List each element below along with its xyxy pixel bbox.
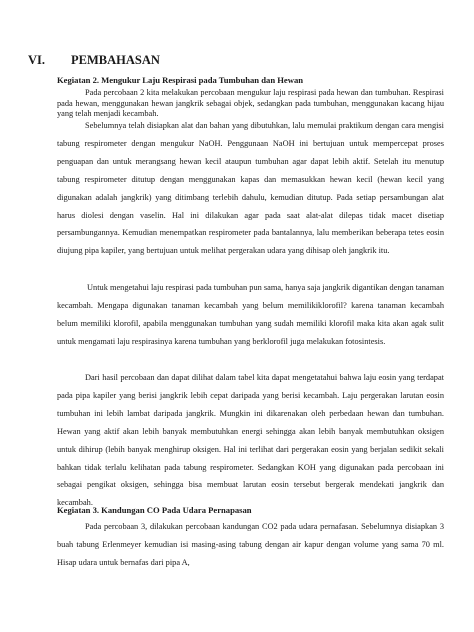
kegiatan-3-heading: Kegiatan 3. Kandungan CO Pada Udara Pernapasan	[57, 505, 252, 515]
kegiatan-2-paragraph-1: Pada percobaan 2 kita melakukan percobaan mengukur laju respirasi pada hewan dan tumbuhan. Respirasi pada hewan, menggunakan hewan jangkrik sebagai objek, sedangkan pada tumbuhan, menggunakan kacang hijau yang telah menjadi kecambah.	[57, 88, 444, 119]
section-title: PEMBAHASAN	[71, 53, 160, 67]
kegiatan-2-heading: Kegiatan 2. Mengukur Laju Respirasi pada Tumbuhan dan Hewan	[57, 75, 304, 85]
kegiatan-2-paragraph-3: Untuk mengetahui laju respirasi pada tumbuhan pun sama, hanya saja jangkrik digantikan dengan tanaman kecambah. Mengapa digunakan tanaman kecambah yang belum memilikiklorofil? karena tanaman kecambah belum memiliki klorofil, apabila menggunakan tumbuhan yang sudah memiliki klorofil maka kita akan agak sulit untuk mengamati laju respirasinya karena tumbuhan yang berklorofil juga melakukan fotosintesis.	[57, 283, 444, 346]
kegiatan-3-paragraph-1: Pada percobaan 3, dilakukan percobaan kandungan CO2 pada udara pernafasan. Sebelumnya disiapkan 3 buah tabung Erlenmeyer kemudian isi masing-asing tabung dengan air kapur dengan volume yang sama 70 ml. Hisap udara untuk bernafas dari pipa A,	[57, 522, 444, 568]
section-heading	[28, 53, 160, 68]
kegiatan-2-paragraph-4: Dari hasil percobaan dan dapat dilihat dalam tabel kita dapat mengetatahui bahwa laju eosin yang terdapat pada pipa kapiler yang berisi jangkrik lebih cepat daripada yang berisi kecambah. Laju pergerakan larutan eosin tumbuhan ini lebih lambat daripada jangkrik. Mungkin ini dikarenakan oleh perbedaan hewan dan tumbuhan. Hewan yang aktif akan lebih banyak membutuhkan energi sehingga akan lebih banyak membutuhkan oksigen untuk dihirup (lebih banyak menghirup oksigen. Hal ini terlihat dari pergerakan eosin yang berjalan sedikit sekali bahkan tidak terlalu kelihatan pada tabung respirometer. Sedangkan KOH yang digunakan pada percobaan ini sebagai pengikat oksigen, sehingga bisa membuat larutan eosin tersebut bergerak mendekati jangkrik dan kecambah.	[57, 373, 444, 508]
kegiatan-2-paragraph-2: Sebelumnya telah disiapkan alat dan bahan yang dibutuhkan, lalu memulai praktikum dengan cara mengisi tabung respirometer dengan mengukur NaOH. Penggunaan NaOH ini bertujuan untuk mempercepat proses penguapan dan untuk merangsang hewan kecil ataupun tumbuhan agar dapat lebih aktif. Setelah itu menutup tabung respirometer ditutup dengan menggunakan kapas dan memasukkan hewan kecil (hewan kecil yang digunakan adalah jangkrik) yang ditimbang terlebih dahulu, kemudian ditutup. Pada setiap persambungan alat harus diolesi dengan vaselin. Hal ini dilakukan agar pada saat alat-alat dilepas tidak macet disetiap persambungannya. Kemudian menempatkan respirometer pada bantalannya, lalu memberikan beberapa tetes eosin diujung pipa kapiler, yang bertujuan untuk melihat pergerakan udara yang dihisap oleh jangkrik itu.	[57, 121, 444, 256]
section-number: VI.	[28, 53, 46, 67]
